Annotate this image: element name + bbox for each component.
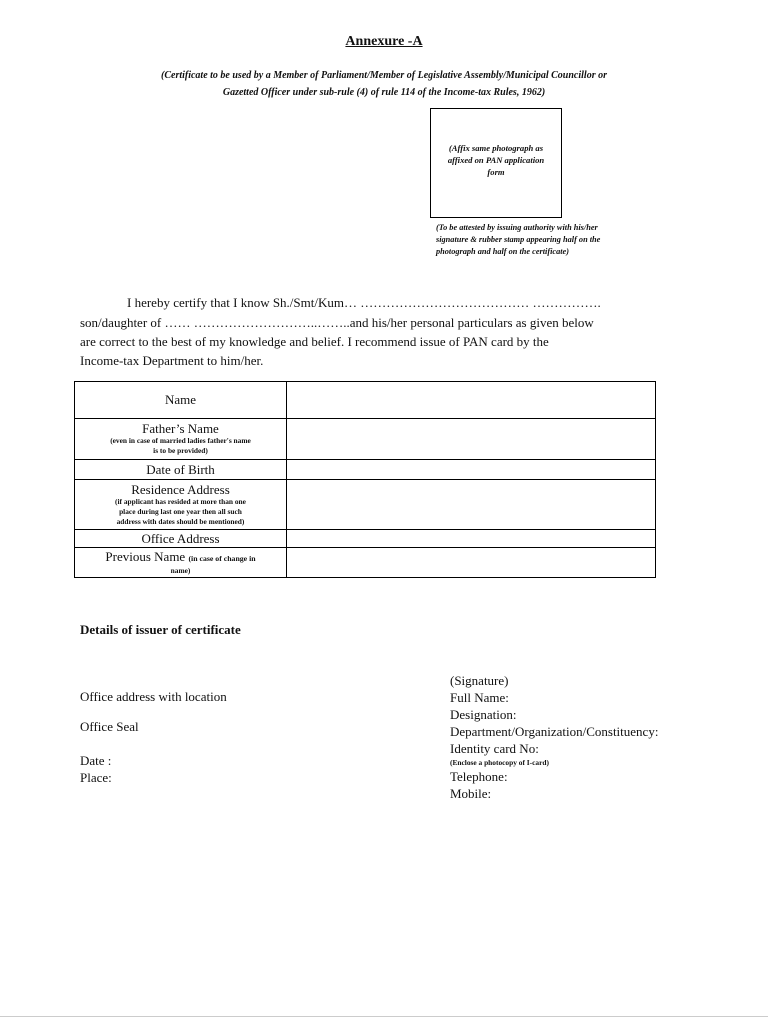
photograph-instructions: (Affix same photograph as affixed on PAN application form xyxy=(447,143,545,177)
father-name-field[interactable] xyxy=(287,419,656,460)
name-label: Name xyxy=(75,382,287,419)
designation-label: Designation: xyxy=(450,707,517,722)
identity-card-label: Identity card No: xyxy=(450,741,539,756)
residence-address-label: Residence Address (if applicant has resided at more than one place during last one year then all such address with dates should be mentioned) xyxy=(75,480,287,530)
office-address-location-label: Office address with location xyxy=(80,689,227,704)
attestation-note: (To be attested by issuing authority with his/her signature & rubber stamp appearing half on the photograph and half on the certificate) xyxy=(436,223,601,256)
office-address-label: Office Address xyxy=(75,530,287,548)
table-row xyxy=(75,382,656,419)
dob-field[interactable] xyxy=(287,460,656,480)
previous-name-label: Previous Name (in case of change in name) xyxy=(75,548,287,578)
table-row xyxy=(75,460,656,480)
signature-label: (Signature) xyxy=(450,673,509,688)
place-label: Place: xyxy=(80,770,112,785)
certification-line-4: Income-tax Department to him/her. xyxy=(80,353,264,368)
page-subtitle: (Certificate to be used by a Member of Parliament/Member of Legislative Assembly/Municipal Councillor or Gazetted Officer under sub-rule (4) of rule 114 of the Income-tax Rules, 1962) xyxy=(161,70,607,98)
page-title: Annexure -A xyxy=(345,34,423,49)
date-label: Date : xyxy=(80,753,112,768)
personal-particulars-table xyxy=(74,381,656,578)
certification-line-1: I hereby certify that I know Sh./Smt/Kum… ………………………………… ……………. xyxy=(127,295,601,310)
table-row xyxy=(75,548,656,578)
dob-label: Date of Birth xyxy=(75,460,287,480)
table-row xyxy=(75,530,656,548)
department-label: Department/Organization/Constituency: xyxy=(450,724,659,739)
issuer-signature-block xyxy=(450,672,658,802)
identity-card-note: (Enclose a photocopy of I-card) xyxy=(450,758,549,767)
mobile-label: Mobile: xyxy=(450,786,492,801)
scan-edge-divider xyxy=(0,1016,768,1017)
previous-name-field[interactable] xyxy=(287,548,656,578)
full-name-label: Full Name: xyxy=(450,690,509,705)
issuer-heading: Details of issuer of certificate xyxy=(80,622,241,637)
certification-line-3: are correct to the best of my knowledge and belief. I recommend issue of PAN card by the xyxy=(80,334,549,349)
table-row xyxy=(75,480,656,530)
table-row xyxy=(75,419,656,460)
father-name-label: Father’s Name (even in case of married ladies father's name is to be provided) xyxy=(75,419,287,460)
office-address-field[interactable] xyxy=(287,530,656,548)
office-seal-label: Office Seal xyxy=(80,719,139,734)
name-field[interactable] xyxy=(287,382,656,419)
residence-address-field[interactable] xyxy=(287,480,656,530)
telephone-label: Telephone: xyxy=(450,769,508,784)
certification-line-2: son/daughter of …… ………………………..……..and his/her personal particulars as given below xyxy=(80,315,594,330)
